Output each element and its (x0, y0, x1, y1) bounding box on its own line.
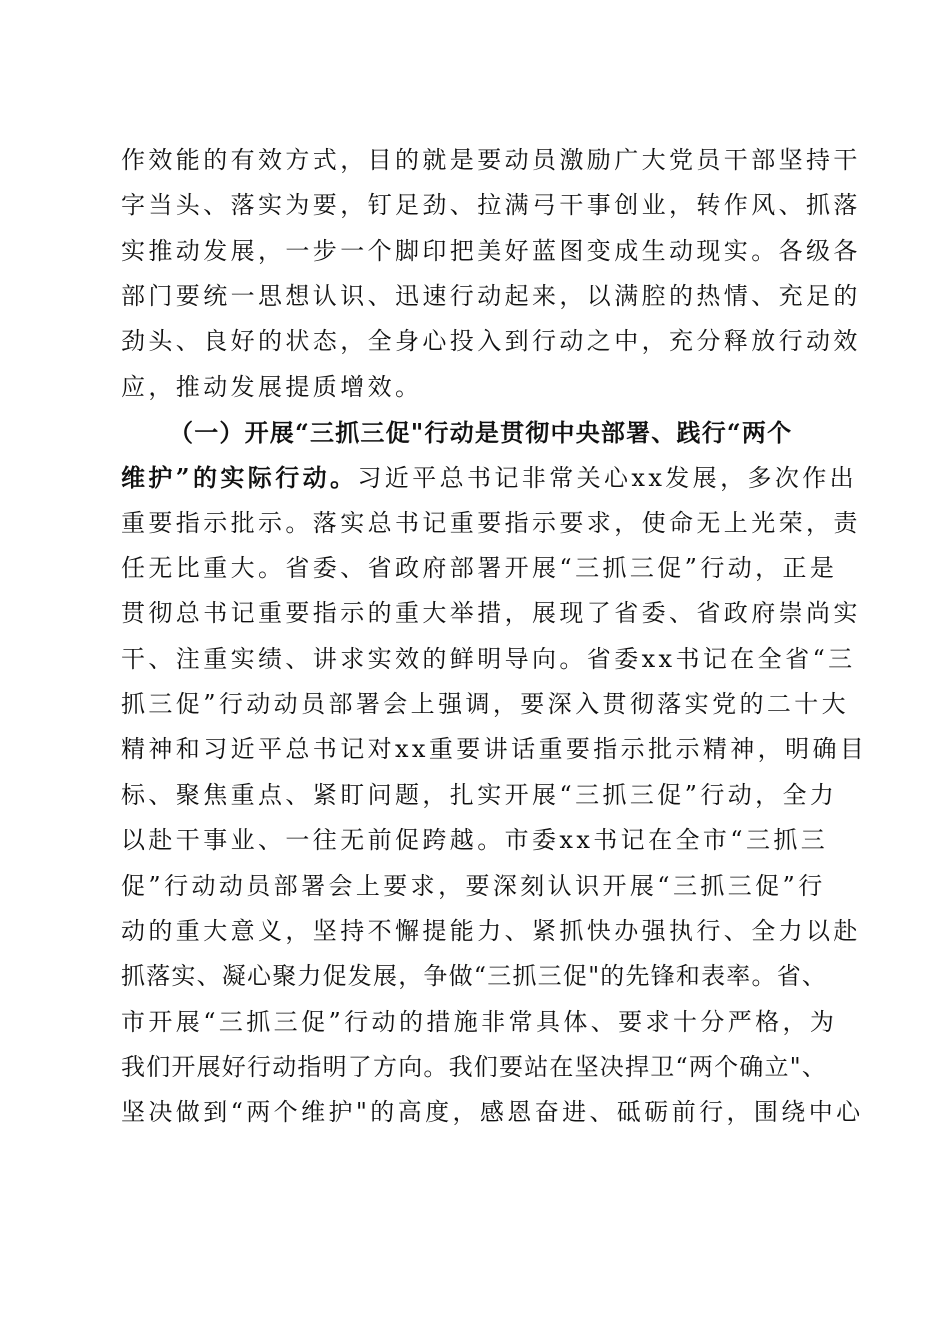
text-line: 贯彻总书记重要指示的重大举措，展现了省委、省政府崇尚实 (121, 599, 861, 628)
text-line: 部门要统一思想认识、迅速行动起来，以满腔的热情、充足的 (121, 282, 861, 311)
text-line: 市开展“三抓三促”行动的措施非常具体、要求十分严格，为 (121, 1007, 838, 1036)
text-line: 重要指示批示。落实总书记重要指示要求，使命无上光荣，责 (121, 508, 861, 537)
text-line: 实推动发展，一步一个脚印把美好蓝图变成生动现实。各级各 (121, 236, 861, 265)
text-line: 动的重大意义，坚持不懈提能力、紧抓快办强执行、全力以赴 (121, 916, 861, 945)
text-line: 精神和习近平总书记对xx重要讲话重要指示批示精神，明确目 (121, 735, 868, 764)
section-heading-continuation: 维护”的实际行动。 (121, 463, 358, 493)
text-line: 劲头、良好的状态，全身心投入到行动之中，充分释放行动效 (121, 327, 861, 356)
text-line: 作效能的有效方式，目的就是要动员激励广大党员干部坚持干 (121, 146, 861, 174)
text-line: 应，推动发展提质增效。 (121, 372, 423, 401)
text-line: 干、注重实绩、讲求实效的鲜明导向。省委xx书记在全省“三 (121, 644, 856, 673)
text-line: 抓落实、凝心聚力促发展，争做“三抓三促"的先锋和表率。省、 (121, 962, 828, 991)
text-line: 抓三促”行动动员部署会上强调，要深入贯彻落实党的二十大 (121, 690, 850, 719)
text-line: 坚决做到“两个维护"的高度，感恩奋进、砥砺前行，围绕中心 (121, 1098, 864, 1127)
text-line: 我们开展好行动指明了方向。我们要站在坚决捍卫“两个确立"、 (121, 1052, 828, 1081)
text-line (121, 455, 858, 500)
section-heading: （一）开展“三抓三促"行动是贯彻中央部署、践行“两个 (169, 418, 793, 448)
text-line: 促”行动动员部署会上要求，要深刻认识开展“三抓三促”行 (121, 871, 826, 900)
text-line: 以赴干事业、一往无前促跨越。市委xx书记在全市“三抓三 (121, 826, 829, 855)
text-line: 任无比重大。省委、省政府部署开展“三抓三促”行动，正是 (121, 554, 838, 583)
document-body (121, 138, 868, 1136)
text-line: 标、聚焦重点、紧盯问题，扎实开展“三抓三促”行动，全力 (121, 780, 838, 809)
text-span: 习近平总书记非常关心xx发展，多次作出 (357, 464, 858, 493)
text-line: 字当头、落实为要，钉足劲、拉满弓干事创业，转作风、抓落 (121, 191, 861, 220)
